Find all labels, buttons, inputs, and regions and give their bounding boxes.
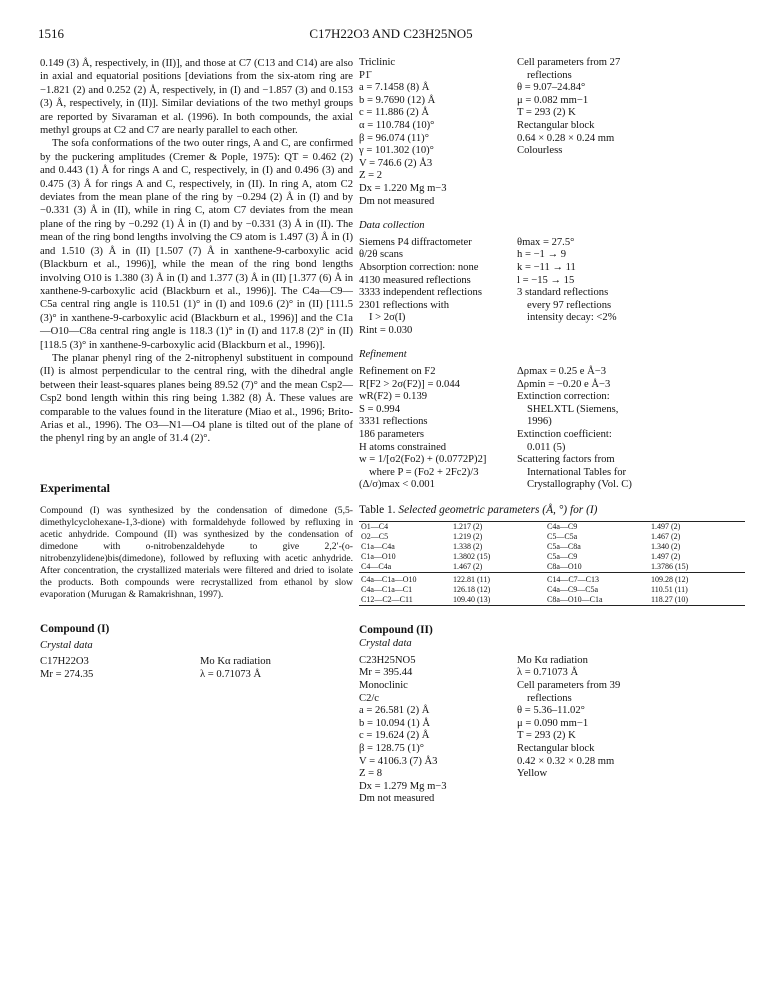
table-number: Table 1. [359,504,396,516]
data-line: reflections [527,692,572,704]
data-line: 0.011 (5) [527,441,566,453]
data-line: Rectangular block [517,119,595,131]
data-line: 0.64 × 0.28 × 0.24 mm [517,132,615,144]
paragraph-1: 0.149 (3) Å, respectively, in (II)], and those at C7 (C13 and C14) are also in axial and equatorial positions [deviations from the six-atom ring are −1.821 (2) and 0.252 (2) Å, respectively, in (I) and −1.857 (3) and 0.153 (3) Å, respectively, in (II)]. Similar deviations of the two methyl groups are reported by Sivaraman et al. (1996). In both compounds, the axial methyl groups at C2 and C7 are nearly parallel to each other. [40,58,353,137]
data-line: h = −1 → 9 [517,249,567,261]
data-line: c = 19.624 (2) Å [359,730,430,742]
refinement-block [359,366,745,492]
table-cell: C1a—C4a [361,541,395,551]
data-line: T = 293 (2) K [517,730,576,742]
table-cell: O2—C5 [361,531,389,541]
table-row [359,532,745,542]
data-line: Refinement on F2 [359,366,436,378]
data-line: θmax = 27.5° [517,236,575,248]
data-line: Cell parameters from 39 [517,679,621,691]
data-line: (Δ/σ)max < 0.001 [359,479,435,491]
data-line: Siemens P4 diffractometer [359,236,472,248]
data-line: intensity decay: <2% [527,312,617,324]
table-cell: 109.40 (13) [451,595,545,606]
data-line: 2301 reflections with [359,299,450,311]
crystal-pair-row [40,656,353,669]
compound-2-heading: Compound (II) [359,623,433,636]
data-line: P1̄ [359,69,371,81]
data-line: Extinction coefficient: [517,429,612,441]
refinement-left [359,366,517,492]
data-line: Absorption correction: none [359,261,479,273]
data-line: Dx = 1.279 Mg m−3 [359,780,447,792]
crystal-data-label: Crystal data [40,639,93,651]
table-cell: 1.3786 (15) [651,561,689,571]
data-collection-block [359,237,745,338]
formula-i: C17H22O3 [40,656,89,667]
compound-1-heading: Compound (I) [40,623,110,636]
table-cell: 1.497 (2) [649,521,745,532]
crystal-data-2-label: Crystal data [359,638,412,650]
data-line: 3 standard reflections [517,287,609,299]
data-line: Dm not measured [359,195,435,207]
data-line: C23H25NO5 [359,654,416,666]
table-cell: C8a—O10—C1a [545,595,649,606]
table-cell: 1.3802 (15) [453,551,491,561]
table-row [359,572,745,585]
table-cell: C4a—C1a—O10 [359,572,451,585]
data-line: R[F2 > 2σ(F2)] = 0.044 [359,378,460,390]
table-cell: C1a—O10 [361,551,396,561]
table-cell: C5a—C9 [547,551,578,561]
geometric-parameters-table [359,521,745,606]
data-line: International Tables for [527,466,627,478]
data-line: w = 1/[σ2(Fo2) + (0.0772P)2] [359,454,487,466]
data-collection-left [359,237,517,338]
table-cell: C14—C7—C13 [545,572,649,585]
table-cell: 1.467 (2) [453,561,483,571]
data-line: Rint = 0.030 [359,324,413,336]
data-line: α = 110.784 (10)° [359,119,435,131]
table-row [359,542,745,552]
table-cell: C4a—C9—C5a [547,584,599,594]
paragraph-3: The planar phenyl ring of the 2-nitrophenyl substituent in compound (II) is almost perpendicular to the central ring, with the dihedral angle between their least-squares planes being 89.52 (7)° and the mean Csp2—Csp2 bond length within this ring being 1.382 (8) Å. These values are comparable to the values found in the literature (Miao et al., 1996; Brito-Arias et al., 1996). The O3—N1—O4 plane is tilted out of the plane of the phenyl ring by an angle of 31.4 (2)°. [40,352,353,445]
data-line: k = −11 → 11 [517,261,576,273]
data-line: μ = 0.090 mm−1 [517,717,589,729]
data-line: Z = 2 [359,170,383,182]
data-line: Δρmin = −0.20 e Å−3 [517,378,611,390]
table-cell: C4—C4a [361,561,392,571]
table-cell: 118.27 (10) [649,595,745,606]
data-line: μ = 0.082 mm−1 [517,94,589,106]
data-line: 3331 reflections [359,416,428,428]
mr-i: Mr = 274.35 [40,668,94,680]
data-line: I > 2σ(I) [369,312,406,324]
data-line: θ = 9.07–24.84° [517,82,586,94]
page-number: 1516 [38,26,64,41]
table-cell: 1.338 (2) [453,541,483,551]
data-line: every 97 reflections [527,299,612,311]
data-line: SHELXTL (Siemens, [527,403,619,415]
data-line: Yellow [517,768,548,780]
table-cell: C5a—C8a [547,541,581,551]
experimental-heading: Experimental [40,480,110,495]
table-cell: C4a—C9 [545,521,649,532]
data-collection-label: Data collection [359,220,425,232]
crystal-data-right [517,57,745,208]
table-cell: C8a—O10 [547,561,582,571]
data-line: Z = 8 [359,768,383,780]
crystal-data-block [359,57,745,208]
table-cell: 126.18 (12) [453,584,491,594]
crystal-data-left [359,57,517,208]
data-line: γ = 101.302 (10)° [359,145,434,157]
data-line: b = 10.094 (1) Å [359,717,431,729]
data-line: Rectangular block [517,742,595,754]
left-column [40,57,353,682]
data-line: λ = 0.71073 Å [517,667,579,679]
refinement-label: Refinement [359,349,407,361]
data-line: 186 parameters [359,429,425,441]
data-line: β = 96.074 (11)° [359,132,429,144]
data-line: 3333 independent reflections [359,287,482,299]
table-row [359,595,745,606]
data-line: a = 7.1458 (8) Å [359,82,430,94]
data-line: V = 746.6 (2) Å3 [359,157,433,169]
data-line: l = −15 → 15 [517,274,575,286]
table-cell: 1.219 (2) [453,531,483,541]
crystal-data-2-block [359,655,745,806]
table-cell: C4a—C1a—C1 [361,584,413,594]
radiation-i: Mo Kα radiation [200,656,271,667]
table-cell: O1—C4 [359,521,451,532]
data-line: where P = (Fo2 + 2Fc2)/3 [369,466,479,478]
paragraph-2: The sofa conformations of the two outer rings, A and C, are confirmed by the puckering amplitudes (Cremer & Pople, 1975): QT = 0.462 (2) and 0.443 (1) Å for rings A and C, respectively, in (I) and 0.496 (3) and 0.475 (3) Å for rings A and C, respectively, in (II). In ring A, atom C2 deviates from the mean plane of the ring by −0.294 (2) Å in (I) and by −0.331 (3) Å in (II), while in ring C, atom C7 deviates from the mean plane of the ring by −0.292 (1) Å in (I) and by −0.331 (3) Å in (II). The mean of the ring bond lengths involving the C9 atom is 1.497 (3) Å in (I) and 1.510 (3) Å in (II) [1.507 (7) Å in xanthene-9-carboxylic acid (Blackburn et al., 1996)], while the mean of the ring bond lengths involving O10 is 1.380 (3) Å in (I) and 1.377 (3) Å in (II) [1.377 (6) Å in xanthene-9-carboxylic acid (Blackburn et al., 1996)]. The C4a—C9—C5a central ring angle is 110.51 (1)° in (I) and 109.6 (2)° in (II) [111.5 (3)° in xanthene-9-carboxylic acid (Blackburn et al., 1996)] and the C1a—O10—C8a central ring angle is 118.3 (1)° in (I) and 117.8 (2)° in (II) [118.5 (3)° in xanthene-9-carboxylic acid (Blackburn et al., 1996)]. [40,138,353,351]
data-line: C2/c [359,692,380,704]
table-cell: 1.467 (2) [651,531,681,541]
data-line: Dm not measured [359,793,435,805]
data-collection-right [517,237,745,338]
data-line: θ/2θ scans [359,249,403,261]
wavelength-i: λ = 0.71073 Å [200,668,262,680]
data-line: H atoms constrained [359,441,447,453]
data-line: Crystallography (Vol. C) [527,479,632,491]
table-row [359,585,745,595]
data-line: Monoclinic [359,679,408,691]
data-line: Triclinic [359,57,396,68]
data-line: Δρmax = 0.25 e Å−3 [517,366,607,378]
table-cell: 1.497 (2) [651,551,681,561]
table-cell: 109.28 (12) [649,572,745,585]
table-row [359,521,745,532]
data-line: 1996) [527,416,552,428]
data-line: Colourless [517,145,563,157]
data-line: V = 4106.3 (7) Å3 [359,755,438,767]
data-line: b = 9.7690 (12) Å [359,94,436,106]
data-line: 4130 measured reflections [359,274,471,286]
data-line: T = 293 (2) K [517,107,576,119]
page-header [38,26,744,46]
crystal-data-2-left [359,655,517,806]
table-caption [359,504,745,517]
table-cell: 110.51 (11) [651,584,688,594]
data-line: θ = 5.36–11.02° [517,705,585,717]
crystal-pair-row [40,669,353,682]
table-row [359,552,745,562]
refinement-right [517,366,745,492]
data-line: Scattering factors from [517,454,615,466]
experimental-text: Compound (I) was synthesized by the condensation of dimedone (5,5-dimethylcyclohexane-1,3-dione) with formaldehyde followed by refluxing in acetic anhydride. Compound (II) was synthesized by the condensation of dimedone with o-nitrobenzaldehyde to give 2,2′-(o-nitrobenzylidene)bis(dimedone), followed by refluxing with acetic anhydride. After concentration, the crystallized materials were filtered and dried to isolate the products. Both compounds were recrystallized from ethanol by slow evaporation (Murugan & Ramakrishnan, 1997). [40,505,353,601]
data-line: Cell parameters from 27 [517,57,621,68]
right-column [359,57,745,806]
data-line: S = 0.994 [359,403,400,415]
table-cell: 1.340 (2) [651,541,681,551]
crystal-data-2-right [517,655,745,806]
table-row [359,562,745,573]
data-line: Mo Kα radiation [517,654,588,666]
data-line: reflections [527,69,572,81]
table-title: Selected geometric parameters (Å, °) for (I) [398,504,598,516]
table-cell: C5—C5a [547,531,578,541]
data-line: a = 26.581 (2) Å [359,705,430,717]
running-title: C17H22O3 AND C23H25NO5 [309,26,473,41]
data-line: wR(F2) = 0.139 [359,391,428,403]
table-cell: C12—C2—C11 [359,595,451,606]
data-line: Dx = 1.220 Mg m−3 [359,182,447,194]
data-line: β = 128.75 (1)° [359,742,425,754]
data-line: c = 11.886 (2) Å [359,107,430,119]
table-cell: 1.217 (2) [451,521,545,532]
data-line: Extinction correction: [517,391,610,403]
table-cell: 122.81 (11) [451,572,545,585]
data-line: Mr = 395.44 [359,667,413,679]
data-line: 0.42 × 0.32 × 0.28 mm [517,755,615,767]
